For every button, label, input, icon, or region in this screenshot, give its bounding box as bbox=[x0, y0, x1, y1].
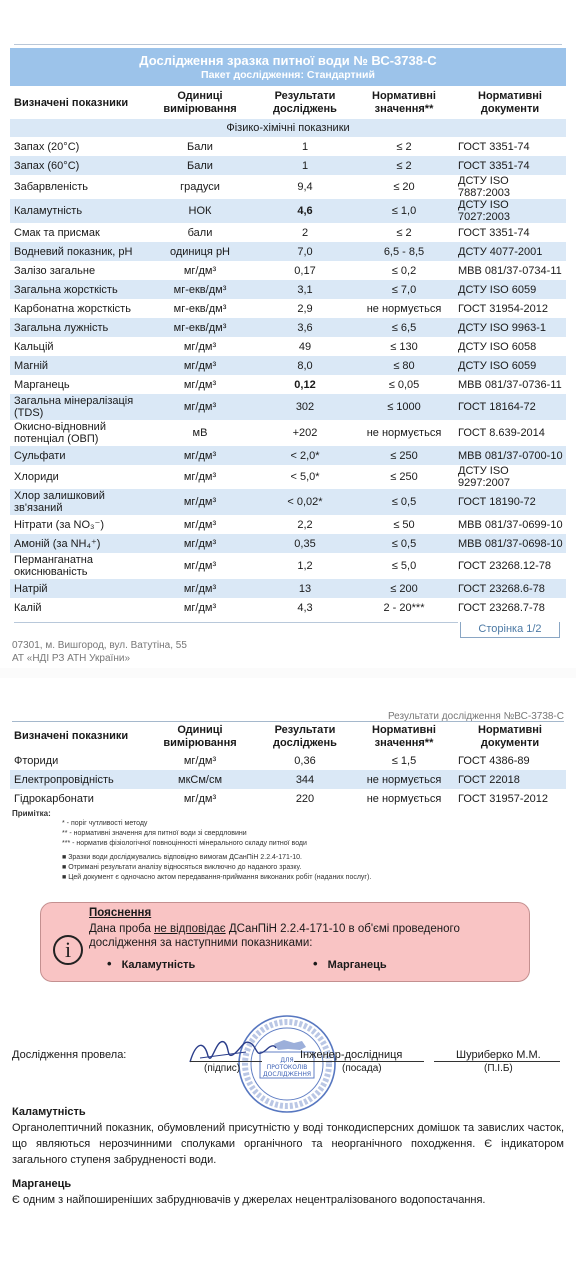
cell-doc: МВВ 081/37-0699-10 bbox=[458, 518, 563, 531]
cell-name: Смак та присмак bbox=[14, 226, 100, 239]
table-row bbox=[10, 375, 566, 394]
cell-unit: Бали bbox=[144, 156, 256, 175]
cell-doc: ДСТУ ISO 6059 bbox=[454, 280, 566, 299]
cell-name: Карбонатна жорсткість bbox=[14, 302, 131, 315]
cell-norm: ≤ 20 bbox=[393, 181, 415, 193]
description-text: Є одним з найпоширеніших забруднювачів у джерелах нецентралізованого водопостачання. bbox=[12, 1194, 486, 1206]
report-title: Дослідження зразка питної води № ВС-3738-С bbox=[139, 53, 437, 68]
cell-norm: ≤ 5,0 bbox=[391, 560, 417, 572]
cell-result: 4,6 bbox=[256, 199, 354, 223]
col-units: Одиниці вимірювання bbox=[163, 723, 237, 749]
cell-unit: мг/дм³ bbox=[183, 601, 217, 614]
cell-norm: ≤ 0,2 bbox=[391, 264, 417, 277]
cell-doc: ГОСТ 23268.6-78 bbox=[454, 579, 566, 598]
col-indicator: Визначені показники bbox=[14, 96, 129, 109]
cell-unit: мг/дм³ bbox=[144, 356, 256, 375]
table-row bbox=[10, 175, 566, 199]
cell-doc: ГОСТ 4386-89 bbox=[458, 754, 530, 767]
table-row bbox=[10, 770, 566, 789]
col-doc: Нормативні документи bbox=[478, 90, 542, 115]
cell-result: 1 bbox=[256, 156, 354, 175]
cell-doc: ДСТУ ISO 6059 bbox=[454, 356, 566, 375]
table-row bbox=[10, 789, 566, 808]
cell-result: 7,0 bbox=[256, 242, 354, 261]
table-row bbox=[10, 261, 566, 280]
cell-result: < 0,02* bbox=[256, 489, 354, 515]
cell-result: 4,3 bbox=[297, 601, 313, 614]
cell-name: Марганець bbox=[14, 378, 70, 391]
col-result: Результати досліджень bbox=[273, 723, 337, 749]
cell-unit: бали bbox=[187, 226, 213, 239]
table-row bbox=[10, 465, 566, 489]
cell-norm: 2 - 20*** bbox=[383, 601, 425, 614]
cell-unit: мг/дм³ bbox=[183, 754, 217, 767]
signature-line bbox=[190, 1061, 262, 1062]
description-turbidity bbox=[12, 1104, 564, 1168]
table-row bbox=[10, 137, 566, 156]
explanation-title: Пояснення bbox=[89, 907, 152, 919]
results-table-page1 bbox=[10, 87, 566, 617]
note-bullet-1: ■ Зразки води досліджувались відповідно вимогам ДСанПіН 2.2.4-171-10. bbox=[62, 854, 303, 861]
table-row bbox=[10, 318, 566, 337]
note-bullet-3: ■ Цей документ є одночасно актом передавання-приймання виконаних робіт (наданих послуг). bbox=[62, 874, 372, 881]
description-title: Марганець bbox=[12, 1178, 72, 1190]
cell-name: Сульфати bbox=[10, 446, 144, 465]
cell-name: Хлориди bbox=[14, 471, 59, 483]
cell-doc: МВВ 081/37-0734-11 bbox=[458, 264, 562, 277]
cell-name: Каламутність bbox=[10, 199, 144, 223]
description-text: Органолептичний показник, обумовлений присутністю у воді тонкодисперсних домішок та завислих часток, що являються нерозчинними сполуками органічного та неорганічного походження. Є індикатором загального ступеня забрудненості води. bbox=[12, 1122, 564, 1166]
cell-norm: ≤ 200 bbox=[354, 579, 454, 598]
report-subtitle: Пакет дослідження: Стандартний bbox=[201, 69, 375, 81]
page-gap bbox=[0, 668, 576, 678]
cell-unit: мг/дм³ bbox=[144, 489, 256, 515]
info-icon: i bbox=[53, 935, 83, 965]
footer-address: 07301, м. Вишгород, вул. Ватутіна, 55 АТ «НДІ РЗ АТН України» bbox=[12, 640, 187, 664]
cell-result: 0,17 bbox=[294, 264, 316, 277]
cell-norm: ≤ 6,5 bbox=[354, 318, 454, 337]
cell-unit: мг/дм³ bbox=[183, 471, 217, 483]
cell-unit: мг-екв/дм³ bbox=[144, 280, 256, 299]
cell-norm: не нормується bbox=[354, 770, 454, 789]
cell-name: Перманганатна окиснюваність bbox=[14, 554, 93, 578]
cell-result: 220 bbox=[295, 792, 315, 805]
cell-doc: ГОСТ 3351-74 bbox=[458, 140, 530, 153]
note-2: ** - нормативні значення для питної води зі свердловини bbox=[62, 830, 247, 837]
top-strip bbox=[0, 0, 576, 46]
cell-doc: ГОСТ 18164-72 bbox=[454, 394, 566, 420]
cell-unit: мг/дм³ bbox=[144, 534, 256, 553]
table-row bbox=[10, 337, 566, 356]
cell-name: Залізо загальне bbox=[14, 264, 96, 277]
cell-result: 3,6 bbox=[256, 318, 354, 337]
table-row bbox=[10, 280, 566, 299]
cell-norm: ≤ 0,5 bbox=[354, 489, 454, 515]
cell-unit: мг/дм³ bbox=[144, 394, 256, 420]
table-row bbox=[10, 553, 566, 579]
cell-doc: ДСТУ ISO 7887:2003 bbox=[458, 175, 510, 199]
cell-name: Хлор залишковий зв'язаний bbox=[10, 489, 144, 515]
cell-name: Гідрокарбонати bbox=[14, 792, 94, 805]
cell-result: 2 bbox=[301, 226, 309, 239]
cell-name: Загальна лужність bbox=[10, 318, 144, 337]
cell-doc: ГОСТ 8.639-2014 bbox=[458, 427, 545, 439]
cell-result: < 5,0* bbox=[290, 471, 320, 483]
cell-doc: ДСТУ 4077-2001 bbox=[454, 242, 566, 261]
signature-position: Інженер-дослідниця bbox=[300, 1049, 403, 1061]
cell-doc: ДСТУ ISO 9963-1 bbox=[454, 318, 566, 337]
cell-doc: ГОСТ 22018 bbox=[454, 770, 566, 789]
results-table-page2 bbox=[10, 722, 566, 808]
col-doc: Нормативні документи bbox=[478, 723, 542, 749]
table-row bbox=[10, 420, 566, 446]
cell-result: 2,2 bbox=[297, 518, 313, 531]
position-line bbox=[294, 1061, 424, 1062]
cell-name: Магній bbox=[10, 356, 144, 375]
cell-doc: ГОСТ 3351-74 bbox=[454, 156, 566, 175]
page-divider bbox=[14, 622, 458, 623]
table-row bbox=[10, 579, 566, 598]
cell-norm: не нормується bbox=[366, 792, 442, 805]
note-3: *** - норматив фізіологічної повноцінності мінерального складу питної води bbox=[62, 840, 307, 847]
cell-result: 49 bbox=[298, 340, 312, 353]
cell-norm: ≤ 0,05 bbox=[388, 378, 420, 391]
signature-sub-sign: (підпис) bbox=[204, 1063, 241, 1074]
signature-label: Дослідження провела: bbox=[12, 1049, 127, 1061]
cell-unit: одиниця рН bbox=[144, 242, 256, 261]
cell-doc: МВВ 081/37-0698-10 bbox=[454, 534, 566, 553]
cell-name: Нітрати (за NO₃⁻) bbox=[14, 518, 104, 531]
cell-norm: ≤ 1,5 bbox=[391, 754, 417, 767]
cell-name: Загальна мінералізація (TDS) bbox=[10, 394, 144, 420]
cell-norm: ≤ 1,0 bbox=[354, 199, 454, 223]
report-header bbox=[10, 48, 566, 86]
table-row bbox=[10, 223, 566, 242]
notes-title: Примітка: bbox=[12, 809, 51, 818]
cell-name: Запах (60°С) bbox=[10, 156, 144, 175]
cell-unit: мг/дм³ bbox=[183, 518, 217, 531]
cell-norm: ≤ 250 bbox=[390, 471, 418, 483]
cell-name: Калій bbox=[14, 601, 42, 614]
cell-norm: ≤ 250 bbox=[354, 446, 454, 465]
page-indicator: Сторінка 1/2 bbox=[460, 622, 560, 638]
cell-norm: 6,5 - 8,5 bbox=[354, 242, 454, 261]
cell-unit: градуси bbox=[180, 181, 220, 193]
table-row bbox=[10, 394, 566, 420]
col-norm: Нормативні значення** bbox=[372, 90, 436, 115]
cell-doc: ДСТУ ISO 6058 bbox=[458, 340, 537, 353]
cell-result: 302 bbox=[256, 394, 354, 420]
cell-norm: ≤ 0,5 bbox=[354, 534, 454, 553]
table-row bbox=[10, 534, 566, 553]
cell-unit: НОК bbox=[144, 199, 256, 223]
cell-name: Амоній (за NH₄⁺) bbox=[10, 534, 144, 553]
cell-norm: ≤ 1000 bbox=[354, 394, 454, 420]
cell-unit: мг/дм³ bbox=[183, 378, 217, 391]
cell-norm: ≤ 2 bbox=[354, 156, 454, 175]
section-title: Фізико-хімічні показники bbox=[10, 119, 566, 137]
cell-doc: МВВ 081/37-0700-10 bbox=[454, 446, 566, 465]
explanation-item-2: • Марганець bbox=[313, 956, 387, 971]
cell-result: 3,1 bbox=[256, 280, 354, 299]
table-row bbox=[10, 598, 566, 617]
notes-block bbox=[12, 809, 371, 883]
cell-norm: ≤ 7,0 bbox=[354, 280, 454, 299]
cell-name: Окисно-відновний потенціал (ОВП) bbox=[14, 421, 106, 445]
cell-doc: ГОСТ 18190-72 bbox=[454, 489, 566, 515]
col-result: Результати досліджень bbox=[273, 90, 337, 115]
cell-result: 1,2 bbox=[297, 560, 313, 572]
cell-doc: ГОСТ 31954-2012 bbox=[458, 302, 548, 315]
table-row bbox=[10, 446, 566, 465]
cell-result: 9,4 bbox=[297, 181, 313, 193]
signature-sub-position: (посада) bbox=[342, 1063, 382, 1074]
cell-doc: ДСТУ ISO 7027:2003 bbox=[454, 199, 566, 223]
stamp-inner-text: ДЛЯ ПРОТОКОЛІВ ДОСЛІДЖЕННЯ bbox=[262, 1057, 312, 1078]
cell-name: Натрій bbox=[10, 579, 144, 598]
cell-doc: ГОСТ 23268.12-78 bbox=[458, 560, 552, 572]
cell-norm: ≤ 50 bbox=[393, 518, 415, 531]
table-row bbox=[10, 242, 566, 261]
name-line bbox=[434, 1061, 560, 1062]
cell-name: Загальна жорсткість bbox=[10, 280, 144, 299]
cell-unit: мкСм/см bbox=[144, 770, 256, 789]
cell-name: Забарвленість bbox=[14, 181, 88, 193]
cell-doc: ГОСТ 3351-74 bbox=[458, 226, 530, 239]
cell-result: < 2,0* bbox=[256, 446, 354, 465]
cell-doc: ГОСТ 23268.7-78 bbox=[458, 601, 545, 614]
cell-result: 0,35 bbox=[256, 534, 354, 553]
explanation-box bbox=[40, 902, 530, 982]
table-row bbox=[10, 299, 566, 318]
signature-name: Шуриберко М.М. bbox=[456, 1049, 541, 1061]
cell-doc: МВВ 081/37-0736-11 bbox=[458, 378, 562, 391]
cell-unit: мг/дм³ bbox=[183, 792, 217, 805]
col-norm: Нормативні значення** bbox=[372, 723, 436, 749]
cell-unit: Бали bbox=[187, 140, 213, 153]
cell-norm: не нормується bbox=[366, 427, 442, 439]
table-row bbox=[10, 515, 566, 534]
page2-reference: Результати дослідження №ВС-3738-С bbox=[387, 711, 564, 722]
cell-name: Електропровідність bbox=[10, 770, 144, 789]
description-manganese bbox=[12, 1176, 564, 1208]
cell-result: 1 bbox=[301, 140, 309, 153]
cell-doc: ГОСТ 31957-2012 bbox=[458, 792, 548, 805]
cell-unit: мг-екв/дм³ bbox=[173, 302, 227, 315]
cell-result: 0,12 bbox=[294, 378, 316, 391]
table-row bbox=[10, 199, 566, 223]
cell-name: Водневий показник, рН bbox=[10, 242, 144, 261]
col-units: Одиниці вимірювання bbox=[163, 90, 237, 115]
cell-norm: ≤ 2 bbox=[396, 226, 412, 239]
cell-unit: мг/дм³ bbox=[183, 340, 217, 353]
cell-norm: ≤ 130 bbox=[390, 340, 418, 353]
cell-norm: ≤ 80 bbox=[354, 356, 454, 375]
table-row bbox=[10, 751, 566, 770]
cell-result: 0,36 bbox=[294, 754, 316, 767]
table-row bbox=[10, 489, 566, 515]
cell-unit: мг/дм³ bbox=[144, 446, 256, 465]
cell-result: 8,0 bbox=[256, 356, 354, 375]
cell-name: Кальцій bbox=[14, 340, 54, 353]
cell-norm: ≤ 2 bbox=[396, 140, 412, 153]
explanation-text: Дана проба не відповідає ДСанПіН 2.2.4-171-10 в об'ємі проведеного дослідження за наступними показниками: bbox=[89, 923, 460, 949]
signature-sub-name: (П.І.Б) bbox=[484, 1063, 513, 1074]
col-indicator: Визначені показники bbox=[14, 730, 129, 742]
cell-name: Фториди bbox=[14, 754, 59, 767]
cell-unit: мг-екв/дм³ bbox=[144, 318, 256, 337]
cell-result: +202 bbox=[292, 427, 318, 439]
table-row bbox=[10, 356, 566, 375]
cell-name: Запах (20°С) bbox=[14, 140, 80, 153]
cell-result: 13 bbox=[256, 579, 354, 598]
cell-unit: мг/дм³ bbox=[183, 264, 217, 277]
note-bullet-2: ■ Отримані результати аналізу відносяться виключно до наданого зразку. bbox=[62, 864, 302, 871]
cell-result: 2,9 bbox=[297, 302, 313, 315]
explanation-item-1: • Каламутність bbox=[107, 956, 196, 971]
cell-unit: мВ bbox=[192, 427, 208, 439]
description-title: Каламутність bbox=[12, 1106, 86, 1118]
cell-norm: не нормується bbox=[366, 302, 442, 315]
cell-unit: мг/дм³ bbox=[144, 579, 256, 598]
cell-result: 344 bbox=[256, 770, 354, 789]
cell-unit: мг/дм³ bbox=[183, 560, 217, 572]
note-1: * - поріг чутливості методу bbox=[62, 820, 148, 827]
cell-doc: ДСТУ ISO 9297:2007 bbox=[458, 465, 510, 489]
table-row bbox=[10, 156, 566, 175]
